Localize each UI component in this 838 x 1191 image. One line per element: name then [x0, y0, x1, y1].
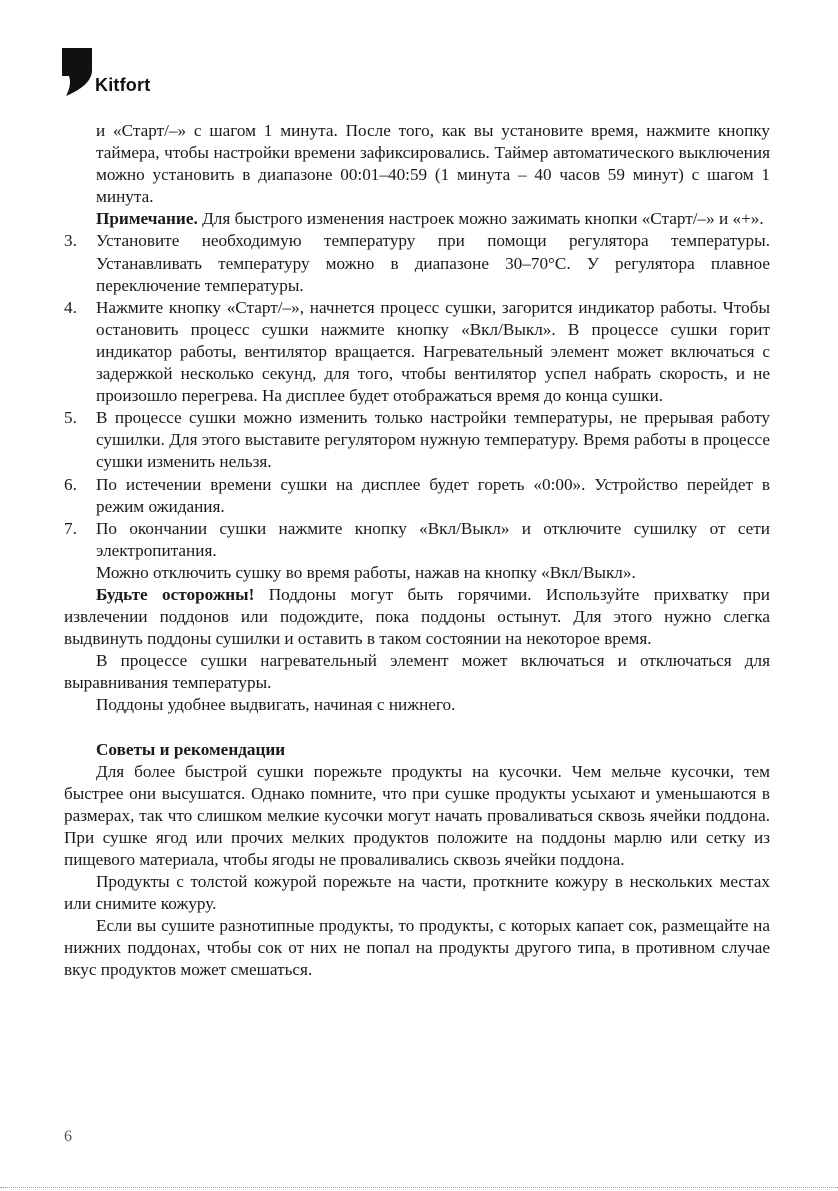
step-number: 4.: [64, 297, 77, 317]
tip-paragraph: Для более быстрой сушки порежьте продукты на кусочки. Чем мельче кусочки, тем быстрее они высушатся. Однако помните, что при сушке продукты усыхают и уменьшаются в размерах, так что слишком мелкие кусочки могут начать проваливаться сквозь ячейки поддона. При сушке ягод или прочих мелких продуктов положите на поддоны марлю или сетку из пищевого материала, чтобы ягоды не проваливались сквозь ячейки поддона.: [64, 761, 770, 869]
continuation-paragraph: и «Старт/–» с шагом 1 минута. После того, как вы установите время, нажмите кнопку таймера, чтобы настройки времени зафиксировались. Таймер автоматического выключения можно установить в диапазоне 00:01–40:59 (1 минута – 40 часов 59 минут) с шагом 1 минута.: [96, 121, 770, 207]
step-text: Установите необходимую температуру при помощи регулятора температуры. Устанавливать температуру можно в диапазоне 30–70°C. У регулятора плавное переключение температуры.: [96, 231, 770, 295]
after-steps-paragraph: Можно отключить сушку во время работы, нажав на кнопку «Вкл/Выкл».: [96, 562, 636, 582]
brand-logo: [62, 48, 150, 96]
tips-heading: Советы и рекомендации: [96, 739, 286, 759]
kitfort-logo-icon: [62, 48, 92, 96]
warning-text: Поддоны могут быть горячими. Используйте прихватку при извлечении поддонов или подождите, пока поддоны остынут. Для этого нужно слегка выдвинуть поддоны сушилки и оставить в таком состоянии на некоторое время.: [64, 584, 770, 649]
step-text: Нажмите кнопку «Старт/–», начнется процесс сушки, загорится индикатор работы. Чтобы остановить процесс сушки нажмите кнопку «Вкл/Выкл». В процессе сушки горит индикатор работы, вентилятор вращается. Нагревательный элемент может включаться с задержкой несколько секунд, для того, чтобы вентилятор успел набрать скорость, и не произошло перегрева. На дисплее будет отображаться время до конца сушки.: [96, 297, 770, 406]
page-content: [64, 120, 770, 982]
section-gap: [64, 717, 770, 739]
step-number: 3.: [64, 231, 77, 251]
list-item: [64, 297, 770, 407]
list-item: [64, 407, 770, 473]
list-item: [64, 518, 770, 562]
heating-paragraph: В процессе сушки нагревательный элемент может включаться и отключаться для выравнивания температуры.: [64, 651, 770, 693]
step-text: В процессе сушки можно изменить только настройки температуры, не прерывая работу сушилки. Для этого выставите регулятором нужную температуру. Время работы в процессе сушки изменить нельзя.: [96, 408, 770, 472]
bottom-divider: [0, 1187, 838, 1188]
warning-paragraph: [64, 584, 770, 650]
note-label: Примечание.: [96, 209, 198, 229]
list-item: [64, 474, 770, 518]
page-number: 6: [64, 1128, 72, 1145]
list-item: [64, 230, 770, 296]
note-paragraph: [64, 208, 770, 230]
step-text: По истечении времени сушки на дисплее будет гореть «0:00». Устройство перейдет в режим ожидания.: [96, 474, 770, 516]
step-number: 6.: [64, 474, 77, 494]
section-heading: [64, 739, 770, 761]
warning-label: Будьте осторожны!: [96, 584, 255, 604]
brand-name: Kitfort: [95, 75, 151, 95]
note-text: Для быстрого изменения настроек можно зажимать кнопки «Старт/–» и «+».: [197, 209, 764, 229]
step-number: 5.: [64, 408, 77, 428]
step-number: 7.: [64, 518, 77, 538]
tip-paragraph: Продукты с толстой кожурой порежьте на части, проткните кожуру в нескольких местах или снимите кожуру.: [64, 872, 770, 914]
step-text: По окончании сушки нажмите кнопку «Вкл/Выкл» и отключите сушилку от сети электропитания.: [96, 518, 770, 560]
trays-paragraph: Поддоны удобнее выдвигать, начиная с нижнего.: [96, 695, 456, 715]
tip-paragraph: Если вы сушите разнотипные продукты, то продукты, с которых капает сок, размещайте на нижних поддонах, чтобы сок от них не попал на продукты другого типа, в противном случае вкус продуктов может смешаться.: [64, 916, 770, 980]
